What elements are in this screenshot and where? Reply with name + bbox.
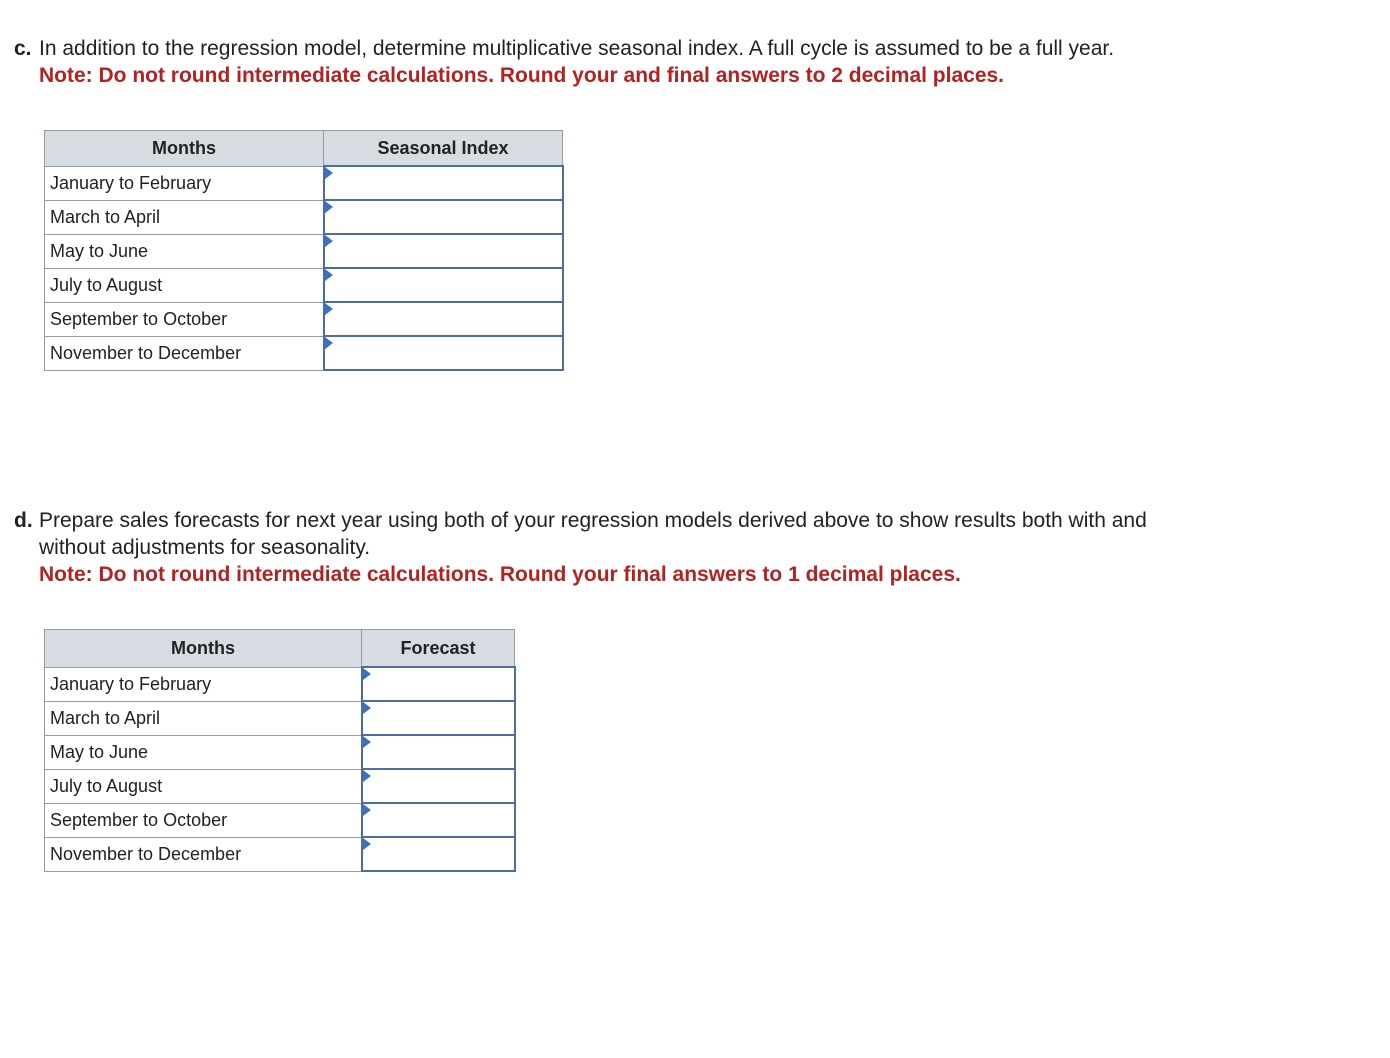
seasonal-index-table	[44, 130, 564, 371]
table-header-row	[45, 131, 563, 167]
table-header-row	[45, 630, 515, 668]
question-d	[14, 507, 1354, 588]
flag-icon	[325, 201, 333, 213]
table-row	[45, 735, 515, 769]
column-header-seasonal-index: Seasonal Index	[324, 131, 563, 167]
column-header-months: Months	[45, 630, 362, 668]
table-row	[45, 200, 563, 234]
seasonal-index-input[interactable]	[325, 303, 562, 335]
seasonal-index-input[interactable]	[325, 269, 562, 301]
row-label: July to August	[45, 769, 362, 803]
row-label: September to October	[45, 302, 324, 336]
row-label: March to April	[45, 701, 362, 735]
seasonal-index-input[interactable]	[325, 167, 562, 199]
table-row	[45, 667, 515, 701]
forecast-cell[interactable]	[362, 837, 515, 871]
question-d-letter: d.	[14, 509, 33, 532]
row-label: May to June	[45, 735, 362, 769]
forecast-cell[interactable]	[362, 769, 515, 803]
row-label: November to December	[45, 336, 324, 370]
forecast-table	[44, 629, 516, 872]
question-c-text: In addition to the regression model, determine multiplicative seasonal index. A full cycle is assumed to be a full year.	[39, 37, 1115, 60]
flag-icon	[325, 303, 333, 315]
question-c-text-line	[14, 35, 1354, 62]
table-row	[45, 701, 515, 735]
flag-icon	[325, 337, 333, 349]
question-c	[14, 35, 1354, 89]
flag-icon	[325, 269, 333, 281]
table-row	[45, 837, 515, 871]
question-d-text-line1: Prepare sales forecasts for next year using both of your regression models derived above to show results both with and	[39, 509, 1147, 532]
forecast-input[interactable]	[363, 736, 514, 768]
forecast-input[interactable]	[363, 702, 514, 734]
row-label: November to December	[45, 837, 362, 871]
question-d-text-line	[14, 507, 1354, 534]
seasonal-index-cell[interactable]	[324, 166, 563, 200]
row-label: September to October	[45, 803, 362, 837]
table-row	[45, 234, 563, 268]
seasonal-index-cell[interactable]	[324, 234, 563, 268]
row-label: May to June	[45, 234, 324, 268]
forecast-cell[interactable]	[362, 667, 515, 701]
seasonal-index-input[interactable]	[325, 201, 562, 233]
forecast-cell[interactable]	[362, 803, 515, 837]
forecast-input[interactable]	[363, 838, 514, 870]
forecast-cell[interactable]	[362, 701, 515, 735]
seasonal-index-cell[interactable]	[324, 200, 563, 234]
row-label: March to April	[45, 200, 324, 234]
forecast-cell[interactable]	[362, 735, 515, 769]
column-header-forecast: Forecast	[362, 630, 515, 668]
table-row	[45, 166, 563, 200]
flag-icon	[363, 804, 371, 816]
row-label: July to August	[45, 268, 324, 302]
table-row	[45, 803, 515, 837]
column-header-months: Months	[45, 131, 324, 167]
table-row	[45, 769, 515, 803]
flag-icon	[325, 235, 333, 247]
flag-icon	[363, 736, 371, 748]
seasonal-index-cell[interactable]	[324, 268, 563, 302]
forecast-input[interactable]	[363, 668, 514, 700]
table-row	[45, 268, 563, 302]
forecast-input[interactable]	[363, 770, 514, 802]
flag-icon	[363, 770, 371, 782]
seasonal-index-cell[interactable]	[324, 302, 563, 336]
flag-icon	[363, 668, 371, 680]
question-c-note: Note: Do not round intermediate calculations. Round your and final answers to 2 decimal places.	[39, 64, 1005, 87]
row-label: January to February	[45, 667, 362, 701]
question-c-letter: c.	[14, 37, 32, 60]
flag-icon	[325, 167, 333, 179]
question-d-text-line2: without adjustments for seasonality.	[39, 536, 371, 559]
seasonal-index-cell[interactable]	[324, 336, 563, 370]
seasonal-index-input[interactable]	[325, 235, 562, 267]
flag-icon	[363, 838, 371, 850]
flag-icon	[363, 702, 371, 714]
question-d-note: Note: Do not round intermediate calculations. Round your final answers to 1 decimal places.	[39, 563, 961, 586]
table-row	[45, 302, 563, 336]
row-label: January to February	[45, 166, 324, 200]
seasonal-index-input[interactable]	[325, 337, 562, 369]
table-row	[45, 336, 563, 370]
forecast-input[interactable]	[363, 804, 514, 836]
